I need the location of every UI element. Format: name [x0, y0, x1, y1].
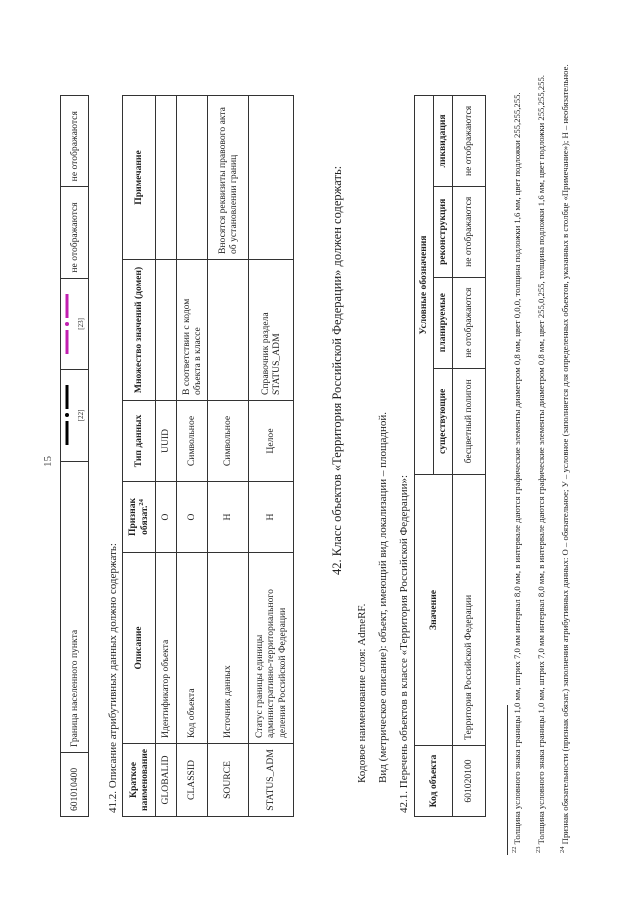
value-recon: не отображаются: [61, 187, 89, 278]
header-value: Значение: [415, 475, 453, 746]
cell: не отображаются: [453, 186, 486, 277]
cell: SOURCE: [208, 743, 249, 816]
cell: [249, 96, 294, 260]
header-mandatory: Признак обязат.$^{24}$: [123, 481, 156, 552]
table-header-row: [415, 96, 434, 817]
cell: Код объекта: [177, 552, 208, 743]
header-data-type: Тип данных: [123, 400, 156, 481]
header-description: Описание: [123, 552, 156, 743]
header-reconstruction: реконструкция: [434, 186, 453, 277]
header-symbols: Условные обозначения: [415, 96, 434, 475]
footnote-23: $^{23}$ Толщина условного знака границы 1,0 мм, штрих 7,0 мм интервал 8,0 мм, в интервале даются графические элементы диаметром 0,8 мм, цвет 255,0,255, толщина подложки 1,6 мм, цвет подложки 255,255,255.: [535, 75, 546, 853]
attribute-table: [122, 95, 294, 817]
symbol-existing: [22]: [61, 370, 89, 462]
cell: Территория Российской Федерации: [453, 475, 486, 746]
cell: Символьное: [177, 400, 208, 481]
header-liquidation: ликвидация: [434, 96, 453, 187]
section-41-2: 41.2. Описание атрибутивных данных должно содержать:: [107, 543, 119, 813]
cell: [208, 259, 249, 400]
cell: Источник данных: [208, 552, 249, 743]
cell: Н: [208, 481, 249, 552]
heading-42: 42. Класс объектов «Территория Российской Федерации» должен содержать:: [330, 165, 344, 575]
cell: Н: [249, 481, 294, 552]
top-row-table: [60, 95, 89, 817]
cell: [156, 96, 177, 260]
boundary-symbol-magenta: [63, 294, 71, 354]
boundary-symbol-black: [63, 385, 71, 445]
header-note: Примечание: [123, 96, 156, 260]
table-row: [61, 96, 89, 817]
table-header-row: [123, 96, 156, 817]
geometry-description: Вид (метрическое описание): объект, имеющий вид локализации – площадной.: [377, 411, 389, 783]
cell: Символьное: [208, 400, 249, 481]
cell: Справочник раздела STATUS_ADM: [249, 259, 294, 400]
symbol-planned: [23]: [61, 278, 89, 370]
header-existing: существующие: [434, 368, 453, 474]
cell: CLASSID: [177, 743, 208, 816]
cell: не отображаются: [453, 96, 486, 187]
header-object-code: Код объекта: [415, 746, 453, 817]
cell: 601020100: [453, 746, 486, 817]
table-row: [453, 96, 486, 817]
layer-code: Кодовое наименование слоя: AdmeRF.: [356, 603, 368, 783]
footnote-22: $^{22}$ Толщина условного знака границы 1,0 мм, штрих 7,0 мм интервал 8,0 мм, в интервале даются графические элементы диаметром 0,8 мм, цвет 0,0,0, толщина подложки 1,6 мм, цвет подложки 255,255,255.: [511, 92, 522, 853]
cell: Вносятся реквизиты правового акта об установлении границ: [208, 96, 249, 260]
cell: [156, 259, 177, 400]
table-row: [156, 96, 177, 817]
footnote-divider: [507, 705, 508, 855]
header-planned: планируемые: [434, 277, 453, 368]
object-table: [414, 95, 486, 817]
cell: О: [177, 481, 208, 552]
section-42-1: 42.1. Перечень объектов в классе «Территория Российской Федерации»:: [398, 474, 410, 813]
page-number: 15: [42, 456, 54, 467]
object-name: Граница населенного пункта: [61, 461, 89, 752]
cell: не отображаются: [453, 277, 486, 368]
object-code: 601010400: [61, 753, 89, 817]
table-row: [177, 96, 208, 817]
cell: [177, 96, 208, 260]
cell: Целое: [249, 400, 294, 481]
header-domain: Множество значений (домен): [123, 259, 156, 400]
value-liq: не отображаются: [61, 96, 89, 187]
cell: бесцветный полигон: [453, 368, 486, 474]
cell: Идентификатор объекта: [156, 552, 177, 743]
table-row: [249, 96, 294, 817]
cell: STATUS_ADM: [249, 743, 294, 816]
header-short-name: Краткое наименование: [123, 743, 156, 816]
cell: О: [156, 481, 177, 552]
footnote-24: $^{24}$ Признак обязательности (признак обязат.) заполнения атрибутивных данных: О – обязательное; У – условное (заполняется для определенных объектов, указанных в столбце «Примечание»); Н – необязательное.: [559, 64, 570, 853]
table-row: [208, 96, 249, 817]
cell: В соответствии с кодом объекта в классе: [177, 259, 208, 400]
cell: UUID: [156, 400, 177, 481]
cell: GLOBALID: [156, 743, 177, 816]
cell: Статус границы единицы административно-территориального деления Российской Федерации: [249, 552, 294, 743]
